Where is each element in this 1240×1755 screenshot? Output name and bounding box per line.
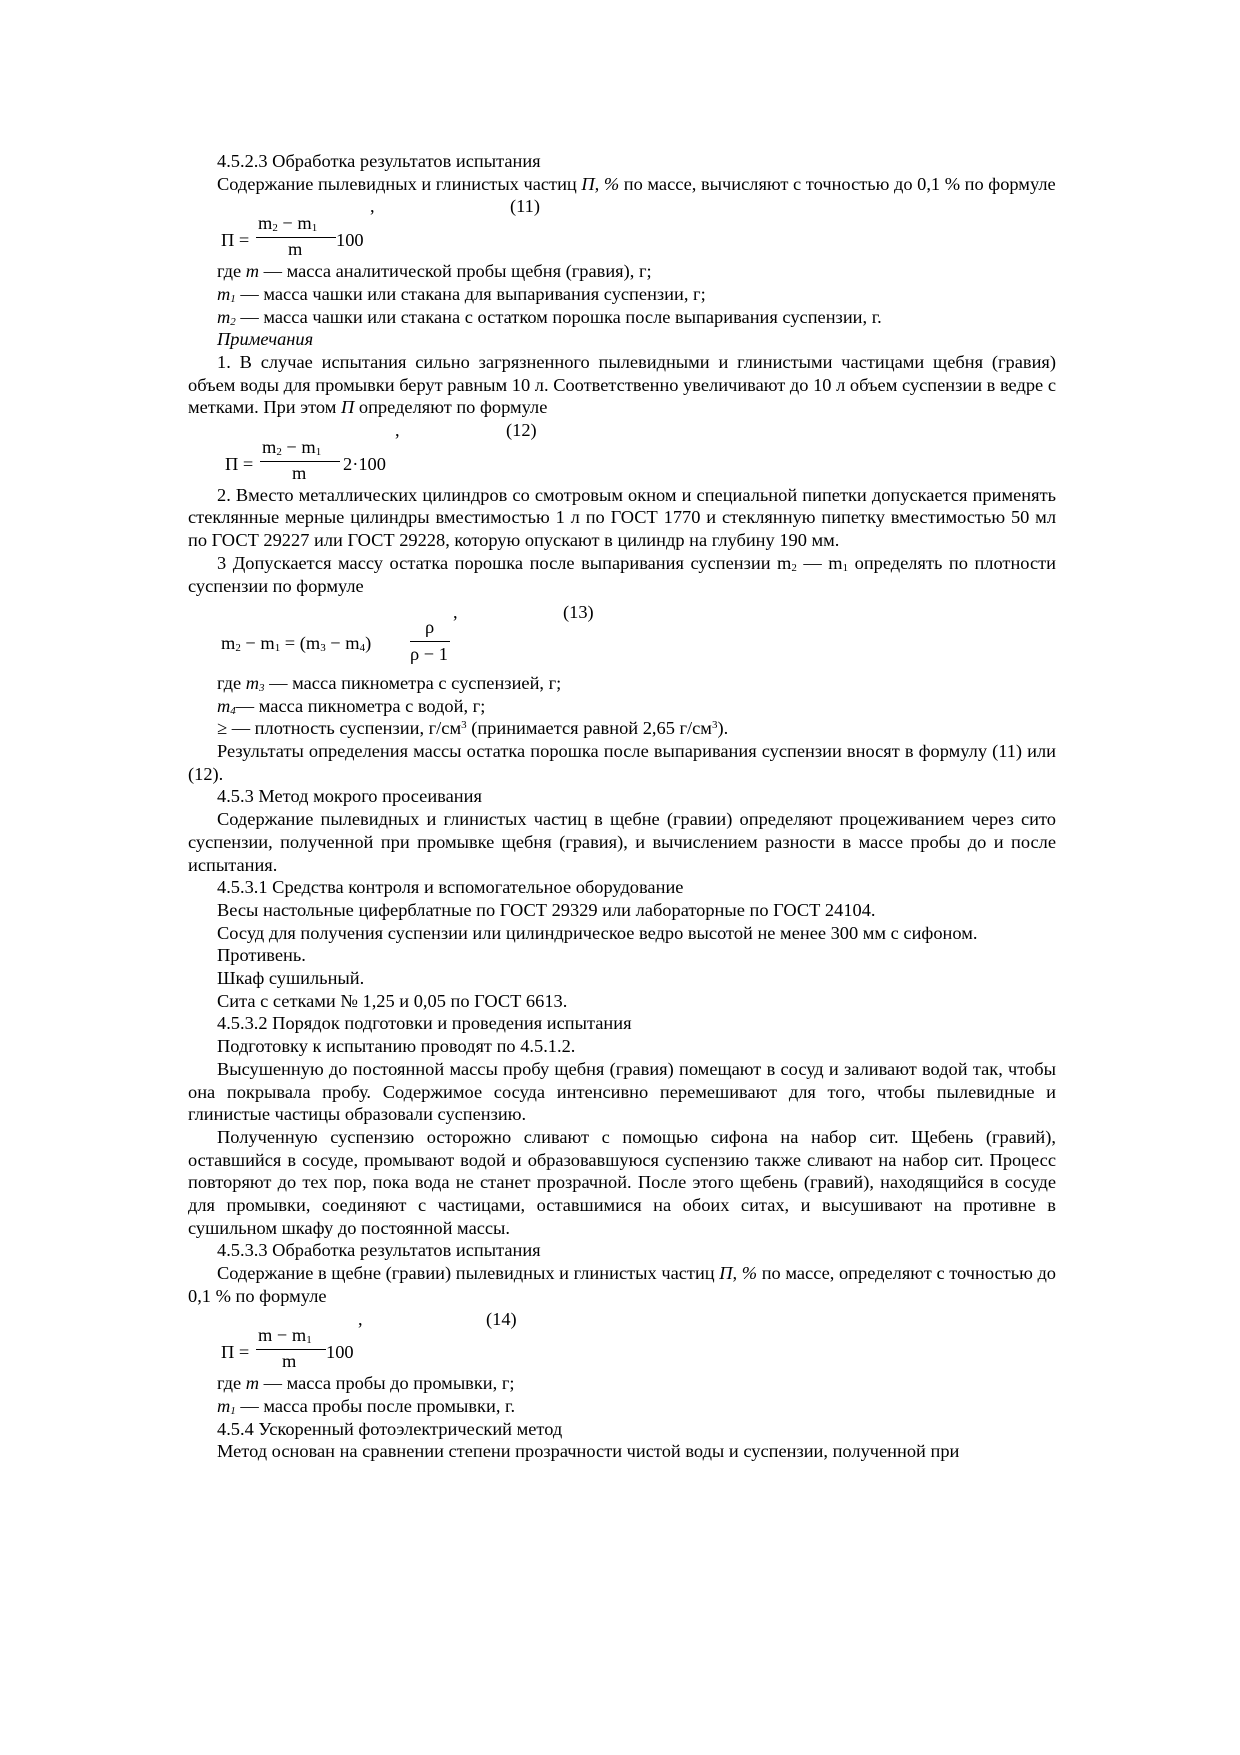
section-heading-4-5-3: 4.5.3 Метод мокрого просеивания (217, 786, 482, 807)
notes-heading: Примечания (217, 329, 314, 350)
equation-number-14: (14) (486, 1308, 517, 1329)
definition-m: где m — масса пробы до промывки, г; (217, 1373, 515, 1394)
definition-m1: $m_1$ — масса чашки или стакана для выпаривания суспензии, г; (217, 283, 706, 305)
paragraph: Содержание пылевидных и глинистых частиц П, % по массе, вычисляют с точностью до 0,1 % по формуле (217, 173, 1056, 194)
note-2: 2. Вместо металлических цилиндров со смотровым окном и специальной пипетки допускается применять стеклянные мерные цилиндры вместимостью 1 л по ГОСТ 1770 и стеклянную пипетку вместимостью 50 мл по ГОСТ 29227 или ГОСТ 29228, которую опускают в цилиндр на глубину 190 мм. (188, 484, 1056, 551)
paragraph: Подготовку к испытанию проводят по 4.5.1.2. (217, 1036, 576, 1057)
paragraph: Полученную суспензию осторожно сливают с помощью сифона на набор сит. Щебень (гравий), оставшийся в сосуде, промывают водой и образовавшуюся суспензию также сливают на набор сит. Процесс повторяют до тех пор, пока вода не станет прозрачной. После этого щебень (гравий), находящийся в сосуде для промывки, соединяют с частицами, оставшимися на обоих ситах, и высушивают на противне в сушильном шкафу до постоянной массы. (188, 1126, 1056, 1238)
definition-m1: $m_1$ — масса пробы после промывки, г. (217, 1395, 516, 1417)
equipment-item: Противень. (217, 945, 306, 966)
equipment-item: Сосуд для получения суспензии или цилиндрическое ведро высотой не менее 300 мм с сифоном. (217, 922, 978, 943)
note-3: 3 Допускается массу остатка порошка после выпаривания суспензии $m_2$ — $m_1$ определять по плотности суспензии по формуле (188, 552, 1056, 596)
note-1: 1. В случае испытания сильно загрязненного пылевидными и глинистыми частицами щебня (гравия) объем воды для промывки берут равным 10 л. Соответственно увеличивают до 10 л объем суспензии в ведре с метками. При этом П определяют по формуле (188, 351, 1056, 418)
formula-13: $m_2 - m_1 = (m_3 - m_4)$ ρ ρ − 1 (188, 624, 1056, 672)
document-page (188, 150, 1056, 1463)
equipment-item: Весы настольные циферблатные по ГОСТ 29329 или лабораторные по ГОСТ 24104. (217, 899, 876, 920)
paragraph: Метод основан на сравнении степени прозрачности чистой воды и суспензии, полученной при (217, 1441, 960, 1462)
equation-11-label-line: , (11) (370, 196, 540, 217)
section-heading-4-5-3-3: 4.5.3.3 Обработка результатов испытания (217, 1240, 541, 1261)
formula-12: П = $m_2 - m_1$ m 2·100 (225, 436, 386, 483)
section-heading-4-5-3-2: 4.5.3.2 Порядок подготовки и проведения испытания (217, 1013, 632, 1034)
equipment-item: Шкаф сушильный. (217, 968, 365, 989)
paragraph: Содержание пылевидных и глинистых частиц в щебне (гравии) определяют процеживанием через сито суспензии, полученной при промывке щебня (гравия), и вычислением разности в массе пробы до и после испытания. (188, 809, 1056, 875)
formula-11: П = $m_2 - m_1$ m 100 (221, 213, 364, 260)
equation-number-11: (11) (510, 196, 540, 217)
definition-m4: $m_4—$ масса пикнометра с водой, г; (217, 695, 486, 717)
equipment-item: Сита с сетками № 1,25 и 0,05 по ГОСТ 6613. (217, 990, 568, 1011)
definition-m2: $m_2$ — масса чашки или стакана с остатком порошка после выпаривания суспензии, г. (217, 306, 882, 328)
definition-m: где m — масса аналитической пробы щебня (гравия), г; (217, 261, 652, 282)
section-heading-4-5-3-1: 4.5.3.1 Средства контроля и вспомогательное оборудование (217, 877, 684, 898)
paragraph: Высушенную до постоянной массы пробу щебня (гравия) помещают в сосуд и заливают водой так, чтобы она покрывала пробу. Содержимое сосуда интенсивно перемешивают для того, чтобы пылевидные и глинистые частицы образовали суспензию. (188, 1058, 1056, 1125)
definition-density: ≥ — плотность суспензии, $г/см^3$ (принимается равной 2,65 $г/см^3$). (217, 718, 729, 739)
equation-14-label-line: , (14) (358, 1308, 517, 1329)
formula-14: П = $m - m_1$ m 100 (221, 1325, 354, 1372)
equation-12-label-line: , (12) (395, 420, 537, 441)
paragraph: Результаты определения массы остатка порошка после выпаривания суспензии вносят в формулу (11) или (12). (188, 741, 1056, 784)
section-heading-4-5-2-3: 4.5.2.3 Обработка результатов испытания (217, 151, 541, 171)
paragraph: Содержание в щебне (гравии) пылевидных и глинистых частиц П, % по массе, определяют с точностью до 0,1 % по формуле (188, 1263, 1057, 1306)
equation-number-13: (13) (563, 602, 594, 623)
equation-number-12: (12) (506, 420, 537, 441)
definition-m3: где $m_3$ — масса пикнометра с суспензией, г; (217, 672, 562, 694)
equation-13-label-line: , (13) (453, 602, 594, 623)
section-heading-4-5-4: 4.5.4 Ускоренный фотоэлектрический метод (217, 1418, 563, 1439)
fraction-bar (410, 641, 450, 642)
